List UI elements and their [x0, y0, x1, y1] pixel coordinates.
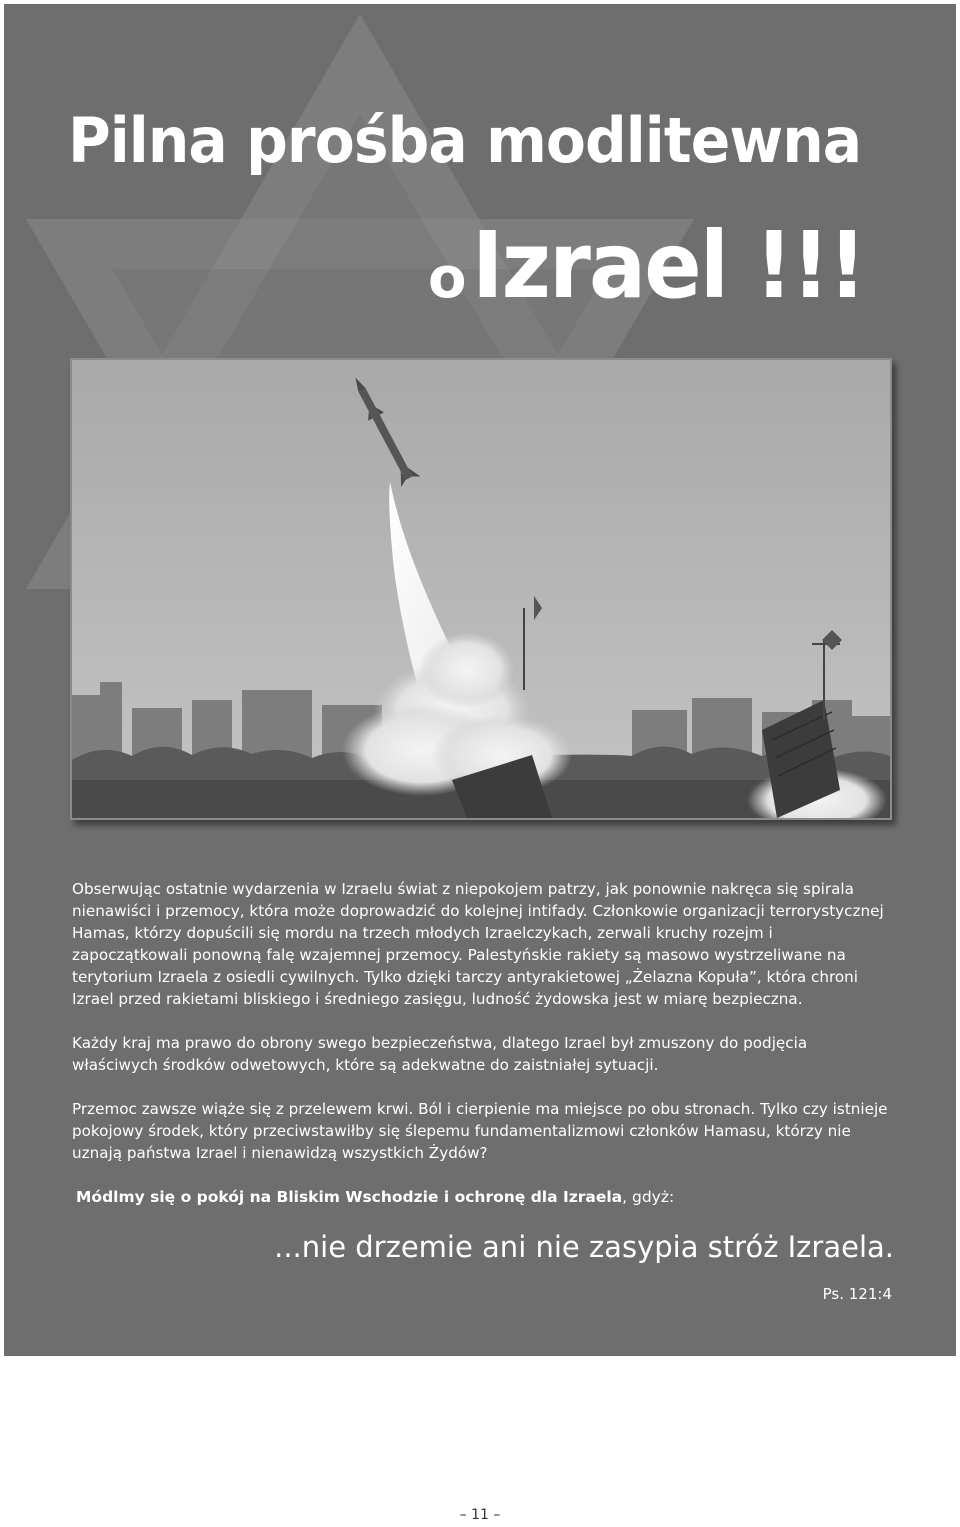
- subtitle-main: Izrael !!!: [472, 212, 865, 319]
- prayer-appeal: [76, 1188, 896, 1206]
- article-body: [72, 878, 892, 1186]
- rocket-launch-photo: [70, 358, 892, 820]
- page-number: – 11 –: [459, 1507, 501, 1523]
- photo-illustration: [72, 360, 890, 818]
- prayer-appeal-bold: Módlmy się o pokój na Bliskim Wschodzie i ochronę dla Izraela: [76, 1188, 623, 1206]
- poster-panel: [4, 4, 956, 1356]
- bible-quote: ...nie drzemie ani nie zasypia stróż Izraela.: [274, 1230, 894, 1264]
- paragraph: Przemoc zawsze wiąże się z przelewem krwi. Ból i cierpienie ma miejsce po obu stronach. Tylko czy istnieje pokojowy środek, który przeciwstawiłby się ślepemu fundamentalizmowi członków Hamasu, którzy nie uznają państwa Izrael i nienawidzą wszystkich Żydów?: [72, 1100, 888, 1162]
- page-title: Pilna prośba modlitewna: [68, 104, 862, 177]
- subtitle-preposition: o: [428, 246, 467, 311]
- prayer-appeal-rest: , gdyż:: [622, 1188, 675, 1206]
- bible-reference: Ps. 121:4: [822, 1285, 892, 1303]
- paragraph: Każdy kraj ma prawo do obrony swego bezpieczeństwa, dlatego Izrael był zmuszony do podjęcia właściwych środków odwetowych, które są adekwatne do zaistniałej sytuacji.: [72, 1034, 808, 1074]
- page-subtitle: [428, 212, 899, 319]
- paragraph: Obserwując ostatnie wydarzenia w Izraelu świat z niepokojem patrzy, jak ponownie nakręca się spirala nienawiści i przemocy, która może doprowadzić do kolejnej intifady. Członkowie organizacji terrorystycznej Hamas, którzy dopuścili się mordu na trzech młodych Izraelczykach, zerwali kruchy rozejm i zapoczątkowali ponowną falę wzajemnej przemocy. Palestyńskie rakiety są masowo wystrzeliwane na terytorium Izraela z osiedli cywilnych. Tylko dzięki tarczy antyrakietowej „Żelazna Kopuła”, która chroni Izrael przed rakietami bliskiego i średniego zasięgu, ludność żydowska jest w miarę bezpieczna.: [72, 880, 884, 1008]
